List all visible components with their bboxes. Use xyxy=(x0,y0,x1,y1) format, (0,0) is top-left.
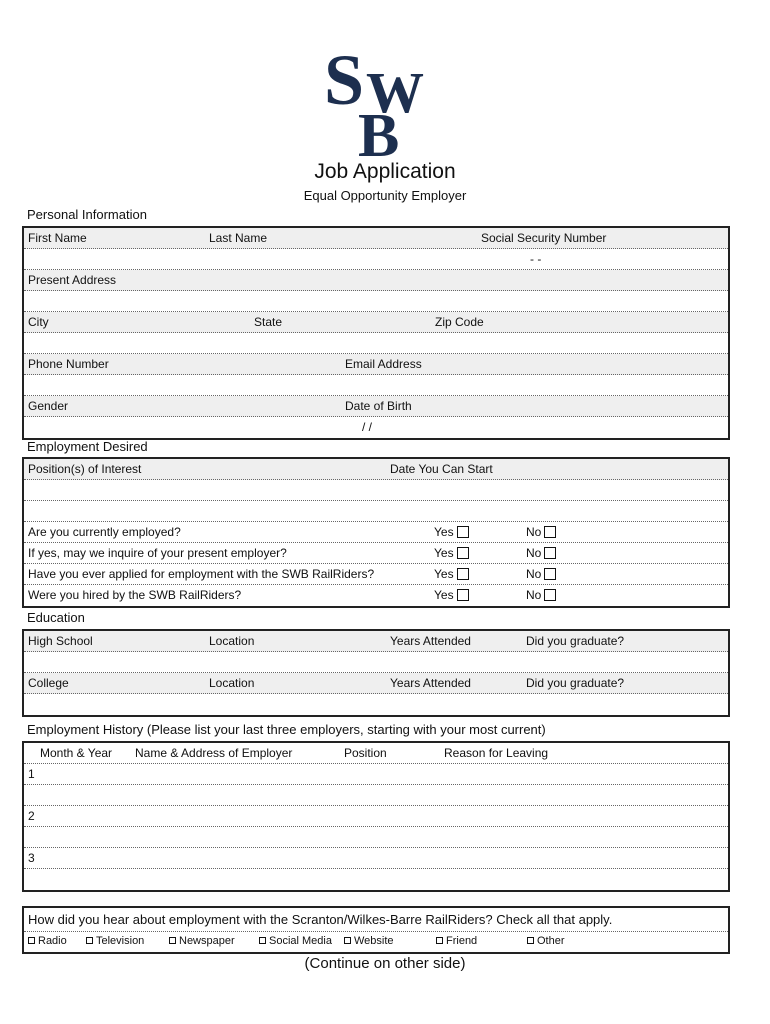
name-header-row xyxy=(24,228,728,249)
ssn-dashes: - - xyxy=(530,252,542,266)
referral-question: How did you hear about employment with the Scranton/Wilkes-Barre RailRiders? Check all that apply. xyxy=(28,912,613,927)
svg-text:S: S xyxy=(324,42,365,120)
history-entry-3[interactable] xyxy=(24,848,728,869)
option-label: Television xyxy=(96,935,145,947)
checkbox[interactable] xyxy=(344,937,351,944)
yes-label: Yes xyxy=(434,525,454,539)
month-year-label: Month & Year xyxy=(40,746,113,760)
option-other[interactable] xyxy=(527,935,565,947)
yes-checkbox[interactable] xyxy=(457,589,469,601)
city-header-row xyxy=(24,312,728,333)
history-header-row xyxy=(24,743,728,764)
dob-label: Date of Birth xyxy=(345,399,412,413)
present-address-label: Present Address xyxy=(28,273,117,287)
yes-label: Yes xyxy=(434,567,454,581)
history-entry-2[interactable] xyxy=(24,806,728,827)
option-label: Website xyxy=(354,935,394,947)
yes-option[interactable] xyxy=(434,525,469,539)
option-social-media[interactable] xyxy=(259,935,332,947)
option-label: Other xyxy=(537,935,565,947)
history-entry-1-line[interactable] xyxy=(24,785,728,806)
college-header-row xyxy=(24,673,728,694)
section-personal-info: Personal Information xyxy=(27,207,147,222)
yes-checkbox[interactable] xyxy=(457,526,469,538)
option-television[interactable] xyxy=(86,935,144,947)
address-header-row xyxy=(24,270,728,291)
continue-note: (Continue on other side) xyxy=(304,955,466,972)
option-newspaper[interactable] xyxy=(169,935,235,947)
no-option[interactable] xyxy=(526,525,556,539)
no-checkbox[interactable] xyxy=(544,568,556,580)
phone-label: Phone Number xyxy=(28,357,109,371)
first-name-label: First Name xyxy=(28,231,87,245)
svg-text:B: B xyxy=(358,102,400,160)
option-label: Radio xyxy=(38,935,67,947)
college-input-row[interactable] xyxy=(24,694,728,715)
entry-number: 1 xyxy=(28,767,35,781)
last-name-label: Last Name xyxy=(209,231,268,245)
yes-option[interactable] xyxy=(434,567,469,581)
referral-box xyxy=(22,906,730,954)
city-label: City xyxy=(28,315,49,329)
no-label: No xyxy=(526,567,542,581)
gender-label: Gender xyxy=(28,399,69,413)
no-option[interactable] xyxy=(526,588,556,602)
section-education: Education xyxy=(27,610,85,625)
option-radio[interactable] xyxy=(28,935,67,947)
city-input-row[interactable] xyxy=(24,333,728,354)
option-label: Newspaper xyxy=(179,935,235,947)
page-subtitle: Equal Opportunity Employer xyxy=(303,188,467,203)
no-checkbox[interactable] xyxy=(544,526,556,538)
question-row-4 xyxy=(24,585,728,606)
years-attended-label: Years Attended xyxy=(390,634,471,648)
start-date-label: Date You Can Start xyxy=(390,462,493,476)
gender-header-row xyxy=(24,396,728,417)
referral-options-row xyxy=(24,932,728,952)
history-entry-1[interactable] xyxy=(24,764,728,785)
name-input-row[interactable] xyxy=(24,249,728,270)
high-school-header-row xyxy=(24,631,728,652)
checkbox[interactable] xyxy=(28,937,35,944)
address-input-row[interactable] xyxy=(24,291,728,312)
phone-input-row[interactable] xyxy=(24,375,728,396)
employment-desired-box xyxy=(22,457,730,608)
name-address-label: Name & Address of Employer xyxy=(135,746,293,760)
no-checkbox[interactable] xyxy=(544,547,556,559)
dob-slashes: / / xyxy=(362,420,373,434)
history-position-label: Position xyxy=(344,746,387,760)
email-label: Email Address xyxy=(345,357,422,371)
position-input-row-1[interactable] xyxy=(24,480,728,501)
yes-label: Yes xyxy=(434,588,454,602)
no-label: No xyxy=(526,546,542,560)
history-entry-2-line[interactable] xyxy=(24,827,728,848)
yes-option[interactable] xyxy=(434,588,469,602)
personal-info-box xyxy=(22,226,730,440)
years-attended-label: Years Attended xyxy=(390,676,471,690)
question-row-1 xyxy=(24,522,728,543)
no-option[interactable] xyxy=(526,567,556,581)
section-employment-desired: Employment Desired xyxy=(27,439,148,454)
entry-number: 3 xyxy=(28,851,35,865)
state-label: State xyxy=(254,315,283,329)
swb-logo xyxy=(322,42,432,160)
zip-label: Zip Code xyxy=(435,315,484,329)
no-label: No xyxy=(526,525,542,539)
option-website[interactable] xyxy=(344,935,394,947)
ssn-label: Social Security Number xyxy=(481,231,607,245)
position-header-row xyxy=(24,459,728,480)
education-box xyxy=(22,629,730,717)
page-title: Job Application xyxy=(314,160,456,183)
employment-history-box xyxy=(22,741,730,892)
graduate-label: Did you graduate? xyxy=(526,676,625,690)
no-checkbox[interactable] xyxy=(544,589,556,601)
location-label: Location xyxy=(209,634,255,648)
yes-checkbox[interactable] xyxy=(457,568,469,580)
checkbox[interactable] xyxy=(259,937,266,944)
college-label: College xyxy=(28,676,69,690)
graduate-label: Did you graduate? xyxy=(526,634,625,648)
gender-input-row[interactable] xyxy=(24,417,728,438)
svg-text:W: W xyxy=(366,60,424,125)
question-label: Have you ever applied for employment with the SWB RailRiders? xyxy=(28,567,375,581)
position-input-row-2[interactable] xyxy=(24,501,728,522)
yes-checkbox[interactable] xyxy=(457,547,469,559)
option-friend[interactable] xyxy=(436,935,477,947)
question-row-2 xyxy=(24,543,728,564)
phone-header-row xyxy=(24,354,728,375)
option-label: Friend xyxy=(446,935,478,947)
checkbox[interactable] xyxy=(169,937,176,944)
position-label: Position(s) of Interest xyxy=(28,462,142,476)
question-label: If yes, may we inquire of your present employer? xyxy=(28,546,287,560)
reason-label: Reason for Leaving xyxy=(444,746,549,760)
checkbox[interactable] xyxy=(527,937,534,944)
yes-option[interactable] xyxy=(434,546,469,560)
question-row-3 xyxy=(24,564,728,585)
option-label: Social Media xyxy=(269,935,332,947)
question-label: Were you hired by the SWB RailRiders? xyxy=(28,588,242,602)
referral-question-row xyxy=(24,908,728,932)
yes-label: Yes xyxy=(434,546,454,560)
no-label: No xyxy=(526,588,542,602)
location-label: Location xyxy=(209,676,255,690)
question-label: Are you currently employed? xyxy=(28,525,181,539)
history-entry-3-line[interactable] xyxy=(24,869,728,890)
high-school-input-row[interactable] xyxy=(24,652,728,673)
checkbox[interactable] xyxy=(436,937,443,944)
high-school-label: High School xyxy=(28,634,93,648)
entry-number: 2 xyxy=(28,809,35,823)
section-employment-history: Employment History (Please list your last three employers, starting with your most current) xyxy=(27,722,546,737)
checkbox[interactable] xyxy=(86,937,93,944)
no-option[interactable] xyxy=(526,546,556,560)
